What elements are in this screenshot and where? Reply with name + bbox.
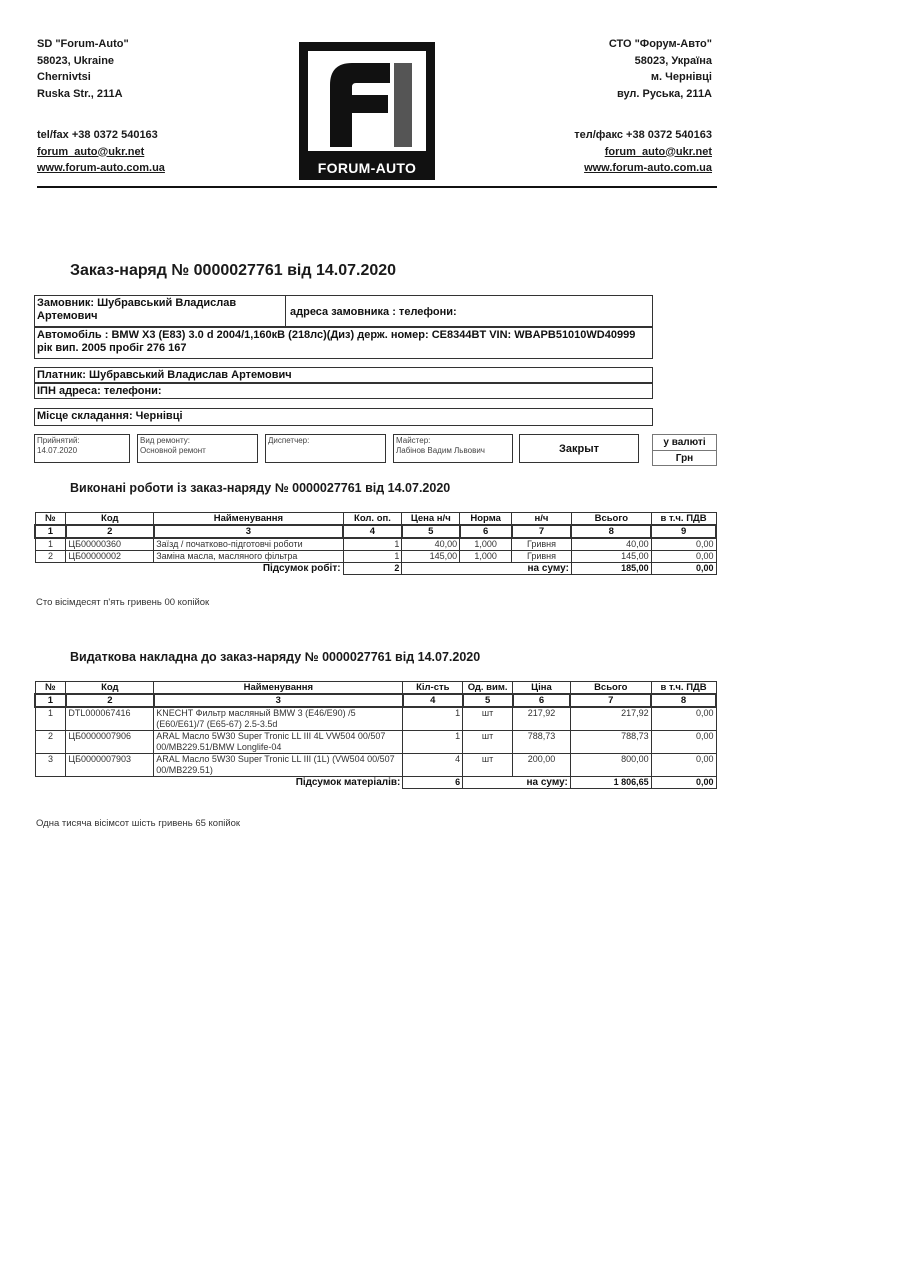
colnum: 7 [570,694,651,707]
row-price: 217,92 [513,707,571,731]
colnum: 5 [402,525,460,538]
row-unit: Гривня [512,538,572,551]
payer-box [34,367,653,399]
works-subtotal-count: 2 [343,563,402,575]
postal-ua: 58023, Україна [634,54,712,67]
row-name: Заїзд / початково-підготовчі роботи [154,538,343,551]
colnum: 7 [512,525,572,538]
colnum: 8 [651,694,716,707]
repair-type-value: Основной ремонт [140,446,206,455]
row-norm: 1,000 [460,538,512,551]
row-qty: 1 [343,551,402,563]
row-code: ЦБ00000360 [66,538,154,551]
works-col-total: Всього [571,513,651,526]
row-vat: 0,00 [651,707,716,731]
forum-auto-logo [299,42,435,180]
materials-col-total: Всього [570,682,651,695]
colnum: 6 [460,525,512,538]
row-qty: 1 [403,707,463,731]
materials-title: Видаткова накладна до заказ-наряду № 0000027761 від 14.07.2020 [70,650,481,664]
row-price: 145,00 [402,551,460,563]
row-vat: 0,00 [651,754,716,777]
currency-value: Грн [675,453,694,464]
colnum: 2 [66,525,154,538]
row-total: 40,00 [571,538,651,551]
works-col-qty: Кол. оп. [343,513,402,526]
header-divider [37,186,717,188]
street-en: Ruska Str., 211A [37,87,123,100]
city-ua: м. Чернівці [650,71,712,83]
row-price: 200,00 [513,754,571,777]
works-subtotal-label: Підсумок робіт: [262,563,341,575]
row-total: 800,00 [570,754,651,777]
materials-col-unit: Од. вим. [463,682,513,695]
master-label: Майстер: [396,436,431,445]
row-total: 217,92 [570,707,651,731]
street-ua: вул. Руська, 211А [616,87,712,100]
vehicle-info: Автомобіль : BMW X3 (E83) 3.0 d 2004/1,160кВ (218лс)(Диз) держ. номер: CE8344BT VIN: WBAPB51010WD40999 рік вип. 2005 пробіг 276 167 [37,329,636,354]
materials-table [34,681,717,789]
row-total: 788,73 [570,731,651,754]
row-name: KNECHT Фильтр масляный BMW 3 (E46/E90) /5 (E60/E61)/7 (E65-67) 2.5-3.5d [154,707,403,731]
works-subtotal-row [35,563,716,575]
colnum: 2 [66,694,154,707]
works-col-norm: Норма [460,513,512,526]
materials-subtotal-row [35,777,716,789]
materials-col-name: Найменування [154,682,403,695]
materials-col-price: Ціна [513,682,571,695]
payer-name: Платник: Шубравський Владислав Артемович [37,369,292,381]
postal-en: 58023, Ukraine [37,54,115,67]
fi-logo-icon [308,51,426,151]
logo-text: FORUM-AUTO [317,160,417,176]
works-sum-label: на суму: [402,563,572,575]
materials-header-row [35,682,716,695]
colnum: 1 [35,525,66,538]
works-header-row [35,513,716,526]
row-unit: Гривня [512,551,572,563]
colnum: 3 [154,525,343,538]
table-row [35,538,716,551]
place-of-issue: Місце складання: Чернівці [34,408,653,426]
dispatcher-label: Диспетчер: [268,436,310,445]
row-vat: 0,00 [651,538,716,551]
row-no: 1 [35,707,66,731]
works-sum-in-words: Сто вісімдесят п'ять гривень 00 копійок [36,597,210,608]
colnum: 1 [35,694,66,707]
colnum: 6 [513,694,571,707]
row-unit: шт [463,754,513,777]
table-row [35,551,716,563]
materials-col-no: № [35,682,66,695]
colnum: 9 [651,525,716,538]
company-name-ua: СТО "Форум-Авто" [608,38,712,50]
works-col-no: № [35,513,66,526]
works-sum-vat: 0,00 [651,563,716,575]
phone-ua: тел/факс +38 0372 540163 [574,129,712,141]
master-name: Лабінов Вадим Львович [396,446,485,455]
company-info-en [37,36,287,177]
row-norm: 1,000 [460,551,512,563]
colnum: 3 [154,694,403,707]
row-vat: 0,00 [651,551,716,563]
website-link-en[interactable]: www.forum-auto.com.ua [37,162,165,174]
row-total: 145,00 [571,551,651,563]
colnum: 4 [403,694,463,707]
row-qty: 1 [403,731,463,754]
website-link-ua[interactable]: www.forum-auto.com.ua [584,162,712,174]
phone-en: tel/fax +38 0372 540163 [37,129,158,141]
payer-details: ІПН адреса: телефони: [37,385,162,397]
email-link-en[interactable]: forum_auto@ukr.net [37,145,145,158]
row-qty: 1 [343,538,402,551]
row-no: 2 [35,731,66,754]
row-code: ЦБ00000002 [66,551,154,563]
materials-sum-total: 1 806,65 [570,777,651,789]
row-price: 788,73 [513,731,571,754]
row-no: 3 [35,754,66,777]
row-qty: 4 [403,754,463,777]
works-colnum-row [35,525,716,538]
status-badge: Закрыт [519,434,639,463]
works-col-code: Код [66,513,154,526]
row-no: 2 [35,551,66,563]
colnum: 5 [463,694,513,707]
works-table [34,512,717,575]
master-box [393,434,513,463]
works-col-name: Найменування [154,513,343,526]
repair-type-label: Вид ремонту: [140,436,190,445]
accepted-box [34,434,130,463]
row-code: DTL000067416 [66,707,154,731]
order-title: Заказ-наряд № 0000027761 від 14.07.2020 [70,262,397,279]
materials-subtotal-label: Підсумок матеріалів: [295,777,401,789]
works-col-price: Цена н/ч [402,513,460,526]
customer-box [34,295,653,359]
table-row [35,754,716,777]
row-unit: шт [463,707,513,731]
row-code: ЦБ0000007903 [66,754,154,777]
email-link-ua[interactable]: forum_auto@ukr.net [604,145,712,158]
currency-box [652,434,717,466]
accepted-date: 14.07.2020 [37,446,78,455]
currency-label: у валюті [653,435,716,451]
table-row [35,731,716,754]
customer-address: адреса замовника : телефони: [290,306,457,318]
city-en: Chernivtsi [37,71,91,83]
repair-type-box [137,434,258,463]
materials-sum-in-words: Одна тисяча вісімсот шість гривень 65 копійок [36,818,241,829]
company-info-ua [470,36,712,177]
row-no: 1 [35,538,66,551]
materials-subtotal-count: 6 [403,777,463,789]
company-name-en: SD "Forum-Auto" [37,38,129,50]
materials-sum-label: на суму: [463,777,571,789]
table-row [35,707,716,731]
colnum: 4 [343,525,402,538]
row-unit: шт [463,731,513,754]
row-name: ARAL Масло 5W30 Super Tronic LL III (1L) (VW504 00/507 00/MB229.51) [154,754,403,777]
materials-sum-vat: 0,00 [651,777,716,789]
materials-col-code: Код [66,682,154,695]
accepted-label: Прийнятий: [37,436,80,445]
customer-name: Замовник: Шубравський Владислав Артемович [35,296,286,326]
works-col-unit: н/ч [512,513,572,526]
materials-col-vat: в т.ч. ПДВ [651,682,716,695]
dispatcher-box [265,434,386,463]
materials-col-qty: Кіл-сть [403,682,463,695]
row-name: ARAL Масло 5W30 Super Tronic LL III 4L VW504 00/507 00/MB229.51/BMW Longlife-04 [154,731,403,754]
works-title: Виконані роботи із заказ-наряду № 0000027761 від 14.07.2020 [70,481,451,495]
row-code: ЦБ0000007906 [66,731,154,754]
row-vat: 0,00 [651,731,716,754]
row-price: 40,00 [402,538,460,551]
row-name: Заміна масла, масляного фільтра [154,551,343,563]
materials-colnum-row [35,694,716,707]
works-col-vat: в т.ч. ПДВ [651,513,716,526]
colnum: 8 [571,525,651,538]
works-sum-total: 185,00 [571,563,651,575]
